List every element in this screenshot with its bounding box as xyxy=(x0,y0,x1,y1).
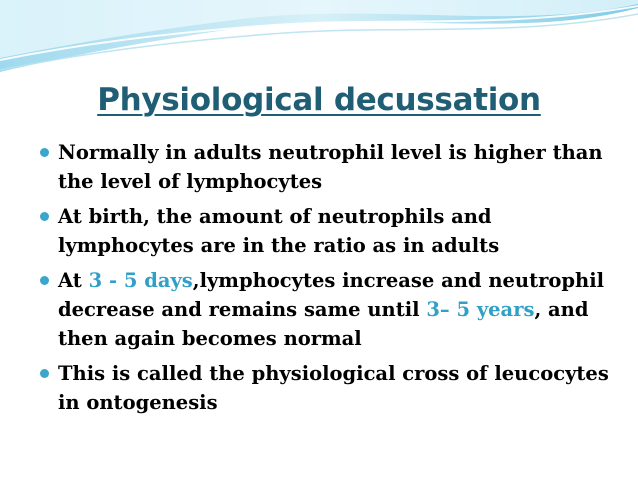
bullet-dot-icon xyxy=(40,369,49,378)
header-wave-decoration xyxy=(0,0,638,80)
bullet-item xyxy=(40,266,625,353)
bullet-dot-icon xyxy=(40,276,49,285)
bullet-text-part: ,lymphocytes increase and neutrophil decrease and remains same until xyxy=(58,269,605,321)
bullet-text: This is called the physiological cross of leucocytes in ontogenesis xyxy=(58,362,609,414)
bullet-text: At birth, the amount of neutrophils and lymphocytes are in the ratio as in adults xyxy=(58,205,500,257)
highlight-years: 3– 5 years xyxy=(426,298,535,321)
bullet-text-part: , and then again becomes normal xyxy=(58,298,589,350)
bullet-list xyxy=(40,138,625,423)
slide-title: Physiological decussation xyxy=(97,82,541,118)
bullet-dot-icon xyxy=(40,212,49,221)
bullet-dot-icon xyxy=(40,148,49,157)
bullet-text: Normally in adults neutrophil level is higher than the level of lymphocytes xyxy=(58,141,603,193)
bullet-item xyxy=(40,202,625,260)
bullet-item xyxy=(40,359,625,417)
highlight-days: 3 - 5 days xyxy=(88,269,193,292)
bullet-text-part: At xyxy=(58,269,89,292)
bullet-item xyxy=(40,138,625,196)
